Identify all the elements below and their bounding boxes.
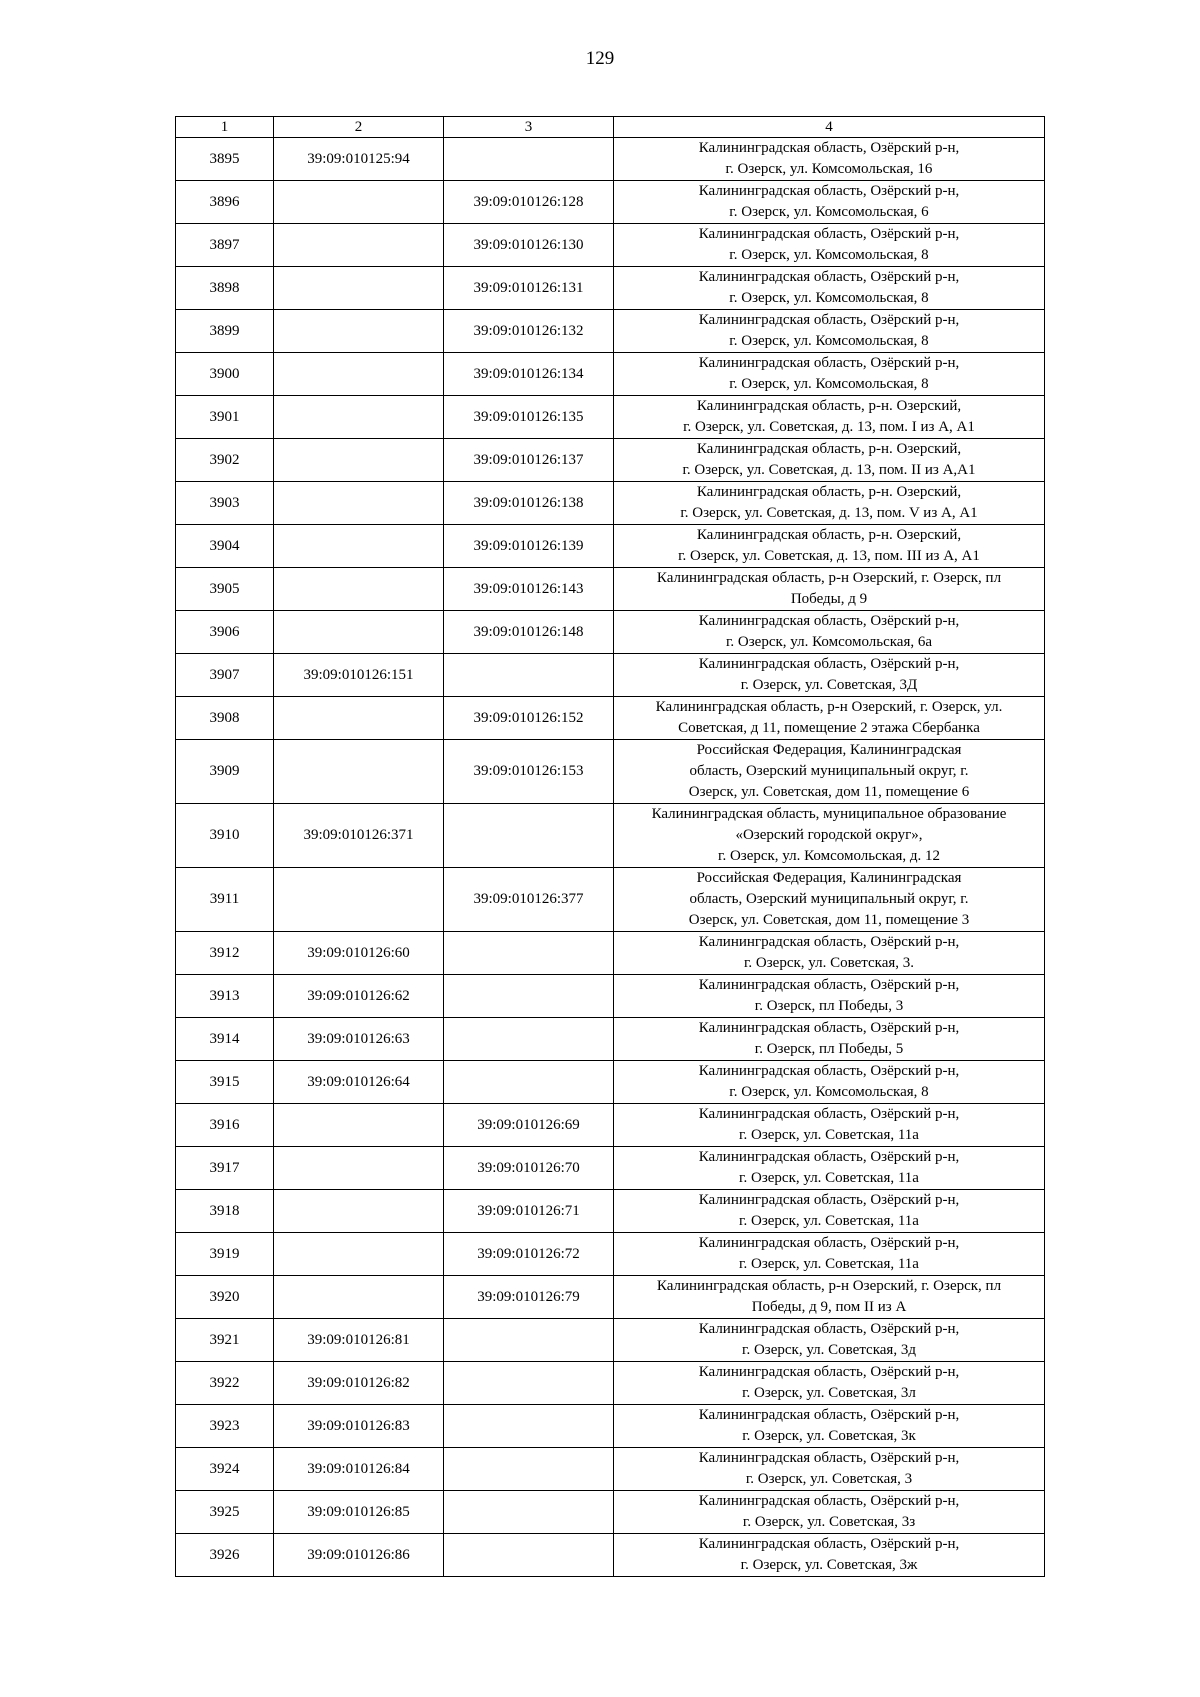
cadastral-number-cell [274,525,444,568]
table-row [176,1362,1045,1405]
registry-table [175,116,1045,1577]
cadastral-number-premises-cell [444,654,614,697]
row-number-cell: 3903 [176,482,274,525]
address-cell: Калининградская область, Озёрский р-н, г. Озерск, ул. Комсомольская, 8 [614,310,1045,353]
address-cell: Калининградская область, Озёрский р-н, г. Озерск, ул. Советская, 3ж [614,1534,1045,1577]
table-row [176,804,1045,868]
address-cell: Калининградская область, Озёрский р-н, г. Озерск, ул. Советская, 11а [614,1104,1045,1147]
address-cell: Калининградская область, р-н. Озерский, г. Озерск, ул. Советская, д. 13, пом. III из А, А1 [614,525,1045,568]
table-row [176,932,1045,975]
row-number-cell: 3906 [176,611,274,654]
address-cell: Калининградская область, р-н Озерский, г. Озерск, пл Победы, д 9, пом II из А [614,1276,1045,1319]
table-row [176,740,1045,804]
cadastral-number-premises-cell [444,932,614,975]
cadastral-number-cell [274,439,444,482]
cadastral-number-premises-cell: 39:09:010126:135 [444,396,614,439]
cadastral-number-cell: 39:09:010126:83 [274,1405,444,1448]
table-row [176,439,1045,482]
row-number-cell: 3920 [176,1276,274,1319]
row-number-cell: 3921 [176,1319,274,1362]
cadastral-number-premises-cell [444,1362,614,1405]
cadastral-number-premises-cell: 39:09:010126:143 [444,568,614,611]
address-cell: Калининградская область, р-н. Озерский, г. Озерск, ул. Советская, д. 13, пом. I из А, А1 [614,396,1045,439]
row-number-cell: 3924 [176,1448,274,1491]
cadastral-number-cell: 39:09:010126:151 [274,654,444,697]
row-number-cell: 3925 [176,1491,274,1534]
cadastral-number-premises-cell [444,975,614,1018]
cadastral-number-cell: 39:09:010126:86 [274,1534,444,1577]
row-number-cell: 3895 [176,138,274,181]
table-row [176,1491,1045,1534]
cadastral-number-premises-cell [444,1018,614,1061]
address-cell: Калининградская область, Озёрский р-н, г. Озерск, ул. Комсомольская, 6а [614,611,1045,654]
table-row [176,697,1045,740]
header-row [176,117,1045,138]
cadastral-number-premises-cell [444,804,614,868]
table-row [176,482,1045,525]
cadastral-number-premises-cell: 39:09:010126:134 [444,353,614,396]
cadastral-number-cell: 39:09:010126:64 [274,1061,444,1104]
row-number-cell: 3915 [176,1061,274,1104]
cadastral-number-premises-cell: 39:09:010126:139 [444,525,614,568]
address-cell: Калининградская область, р-н Озерский, г. Озерск, ул. Советская, д 11, помещение 2 этажа Сбербанка [614,697,1045,740]
address-cell: Калининградская область, Озёрский р-н, г. Озерск, ул. Советская, 3д [614,1319,1045,1362]
cadastral-number-premises-cell: 39:09:010126:131 [444,267,614,310]
cadastral-number-premises-cell: 39:09:010126:138 [444,482,614,525]
cadastral-number-cell: 39:09:010126:82 [274,1362,444,1405]
table-row [176,1405,1045,1448]
address-cell: Калининградская область, р-н Озерский, г. Озерск, пл Победы, д 9 [614,568,1045,611]
address-cell: Калининградская область, Озёрский р-н, г. Озерск, ул. Комсомольская, 8 [614,267,1045,310]
cadastral-number-cell: 39:09:010125:94 [274,138,444,181]
table-row [176,1233,1045,1276]
address-cell: Калининградская область, Озёрский р-н, г. Озерск, ул. Советская, 3к [614,1405,1045,1448]
cadastral-number-cell [274,868,444,932]
table-row [176,611,1045,654]
cadastral-number-premises-cell: 39:09:010126:79 [444,1276,614,1319]
row-number-cell: 3917 [176,1147,274,1190]
cadastral-number-premises-cell: 39:09:010126:377 [444,868,614,932]
cadastral-number-cell [274,224,444,267]
address-cell: Российская Федерация, Калининградская область, Озерский муниципальный округ, г. Озерск, ул. Советская, дом 11, помещение 6 [614,740,1045,804]
table-row [176,1190,1045,1233]
address-cell: Калининградская область, Озёрский р-н, г. Озерск, ул. Советская, 11а [614,1233,1045,1276]
page-number: 129 [585,48,615,69]
address-cell: Калининградская область, Озёрский р-н, г. Озерск, ул. Советская, 11а [614,1190,1045,1233]
row-number-cell: 3923 [176,1405,274,1448]
cadastral-number-cell [274,1276,444,1319]
cadastral-number-premises-cell: 39:09:010126:69 [444,1104,614,1147]
row-number-cell: 3904 [176,525,274,568]
address-cell: Калининградская область, Озёрский р-н, г. Озерск, пл Победы, 5 [614,1018,1045,1061]
row-number-cell: 3911 [176,868,274,932]
cadastral-number-cell [274,1147,444,1190]
cadastral-number-premises-cell: 39:09:010126:130 [444,224,614,267]
address-cell: Калининградская область, р-н. Озерский, г. Озерск, ул. Советская, д. 13, пом. V из А, А1 [614,482,1045,525]
row-number-cell: 3908 [176,697,274,740]
column-header-3: 3 [444,117,614,138]
cadastral-number-cell: 39:09:010126:85 [274,1491,444,1534]
table-row [176,396,1045,439]
address-cell: Калининградская область, Озёрский р-н, г. Озерск, ул. Советская, 3Д [614,654,1045,697]
cadastral-number-cell [274,353,444,396]
address-cell: Калининградская область, Озёрский р-н, г. Озерск, ул. Комсомольская, 6 [614,181,1045,224]
row-number-cell: 3914 [176,1018,274,1061]
cadastral-number-premises-cell [444,1061,614,1104]
cadastral-number-cell [274,697,444,740]
address-cell: Калининградская область, Озёрский р-н, г. Озерск, ул. Советская, 3. [614,932,1045,975]
cadastral-number-premises-cell [444,1491,614,1534]
column-header-2: 2 [274,117,444,138]
table-row [176,1147,1045,1190]
column-header-1: 1 [176,117,274,138]
row-number-cell: 3919 [176,1233,274,1276]
table-row [176,1018,1045,1061]
row-number-cell: 3918 [176,1190,274,1233]
row-number-cell: 3905 [176,568,274,611]
cadastral-number-premises-cell: 39:09:010126:148 [444,611,614,654]
address-cell: Калининградская область, муниципальное образование «Озерский городской округ», г. Озерск, ул. Комсомольская, д. 12 [614,804,1045,868]
row-number-cell: 3907 [176,654,274,697]
table-row [176,868,1045,932]
cadastral-number-cell: 39:09:010126:60 [274,932,444,975]
row-number-cell: 3916 [176,1104,274,1147]
table-row [176,1534,1045,1577]
address-cell: Калининградская область, Озёрский р-н, г. Озерск, пл Победы, 3 [614,975,1045,1018]
cadastral-number-cell [274,1190,444,1233]
row-number-cell: 3902 [176,439,274,482]
address-cell: Калининградская область, Озёрский р-н, г. Озерск, ул. Комсомольская, 8 [614,353,1045,396]
cadastral-number-premises-cell: 39:09:010126:137 [444,439,614,482]
row-number-cell: 3913 [176,975,274,1018]
table-row [176,1448,1045,1491]
address-cell: Калининградская область, Озёрский р-н, г. Озерск, ул. Комсомольская, 16 [614,138,1045,181]
cadastral-number-cell: 39:09:010126:84 [274,1448,444,1491]
table-row [176,1319,1045,1362]
cadastral-number-cell: 39:09:010126:63 [274,1018,444,1061]
cadastral-number-cell [274,1233,444,1276]
row-number-cell: 3901 [176,396,274,439]
row-number-cell: 3909 [176,740,274,804]
address-cell: Калининградская область, Озёрский р-н, г. Озерск, ул. Советская, 3л [614,1362,1045,1405]
row-number-cell: 3912 [176,932,274,975]
cadastral-number-cell [274,267,444,310]
table-row [176,654,1045,697]
row-number-cell: 3926 [176,1534,274,1577]
address-cell: Калининградская область, Озёрский р-н, г. Озерск, ул. Комсомольская, 8 [614,1061,1045,1104]
cadastral-number-cell [274,1104,444,1147]
cadastral-number-cell: 39:09:010126:81 [274,1319,444,1362]
row-number-cell: 3896 [176,181,274,224]
address-cell: Российская Федерация, Калининградская область, Озерский муниципальный округ, г. Озерск, ул. Советская, дом 11, помещение 3 [614,868,1045,932]
cadastral-number-cell [274,181,444,224]
cadastral-number-premises-cell [444,1319,614,1362]
table-row [176,1104,1045,1147]
table-row [176,525,1045,568]
cadastral-number-premises-cell: 39:09:010126:72 [444,1233,614,1276]
address-cell: Калининградская область, Озёрский р-н, г. Озерск, ул. Советская, 11а [614,1147,1045,1190]
column-header-4: 4 [614,117,1045,138]
table-row [176,353,1045,396]
cadastral-number-cell [274,611,444,654]
address-cell: Калининградская область, р-н. Озерский, г. Озерск, ул. Советская, д. 13, пом. II из А,А1 [614,439,1045,482]
cadastral-number-premises-cell: 39:09:010126:71 [444,1190,614,1233]
address-cell: Калининградская область, Озёрский р-н, г. Озерск, ул. Советская, 3з [614,1491,1045,1534]
table-row [176,568,1045,611]
cadastral-number-cell [274,396,444,439]
address-cell: Калининградская область, Озёрский р-н, г. Озерск, ул. Советская, 3 [614,1448,1045,1491]
cadastral-number-cell [274,568,444,611]
row-number-cell: 3922 [176,1362,274,1405]
row-number-cell: 3899 [176,310,274,353]
cadastral-number-premises-cell: 39:09:010126:132 [444,310,614,353]
row-number-cell: 3910 [176,804,274,868]
row-number-cell: 3898 [176,267,274,310]
cadastral-number-premises-cell: 39:09:010126:128 [444,181,614,224]
cadastral-number-premises-cell: 39:09:010126:70 [444,1147,614,1190]
table-row [176,181,1045,224]
cadastral-number-premises-cell [444,1534,614,1577]
table-row [176,975,1045,1018]
table-row [176,267,1045,310]
cadastral-number-cell [274,740,444,804]
row-number-cell: 3897 [176,224,274,267]
table-row [176,310,1045,353]
row-number-cell: 3900 [176,353,274,396]
address-cell: Калининградская область, Озёрский р-н, г. Озерск, ул. Комсомольская, 8 [614,224,1045,267]
cadastral-number-premises-cell: 39:09:010126:152 [444,697,614,740]
cadastral-number-premises-cell [444,1405,614,1448]
table-row [176,138,1045,181]
table-row [176,1061,1045,1104]
cadastral-number-cell [274,482,444,525]
cadastral-number-premises-cell [444,138,614,181]
cadastral-number-premises-cell [444,1448,614,1491]
cadastral-number-premises-cell: 39:09:010126:153 [444,740,614,804]
cadastral-number-cell [274,310,444,353]
cadastral-number-cell: 39:09:010126:371 [274,804,444,868]
cadastral-number-cell: 39:09:010126:62 [274,975,444,1018]
table-row [176,1276,1045,1319]
table-row [176,224,1045,267]
